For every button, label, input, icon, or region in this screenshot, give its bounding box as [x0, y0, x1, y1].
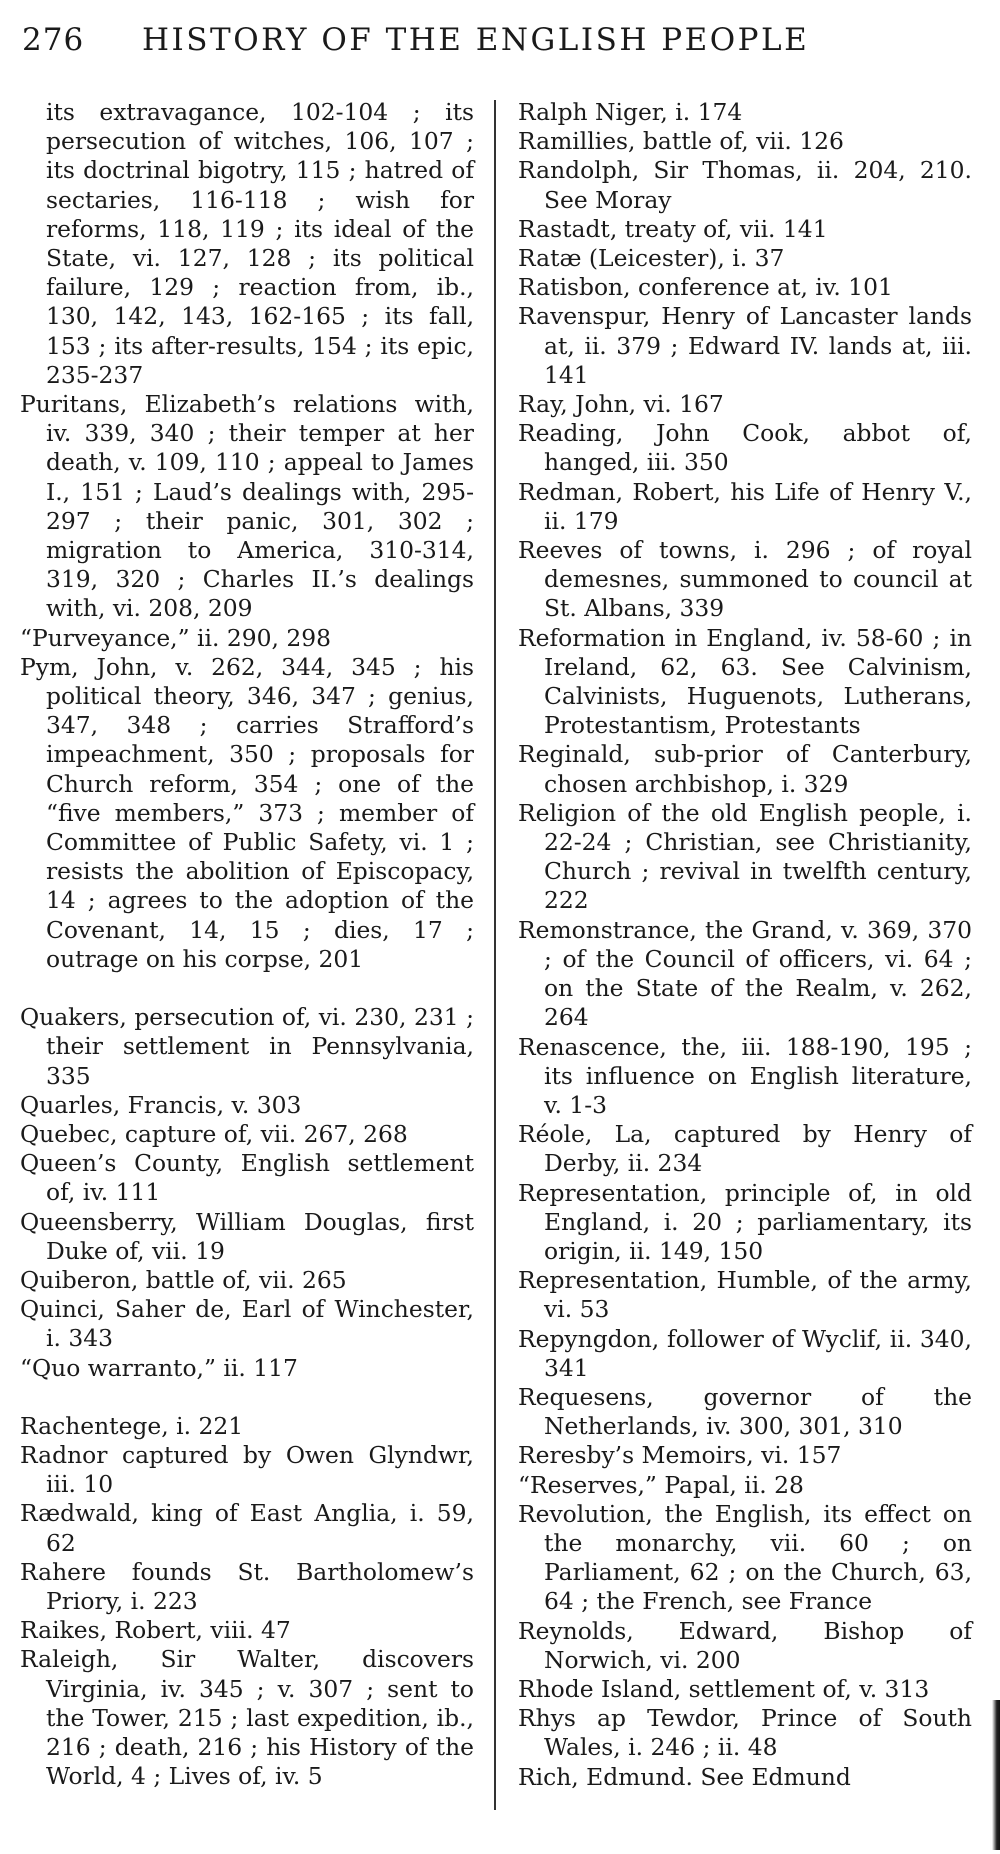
index-entry: Religion of the old English people, i. 22-24 ; Christian, see Christianity, Church ; revival in twelfth century, 222: [518, 798, 972, 915]
index-entry: Quakers, persecution of, vi. 230, 231 ; their settlement in Pennsylvania, 335: [20, 1003, 474, 1090]
index-entry: its extravagance, 102-104 ; its persecution of witches, 106, 107 ; its doctrinal bigotry, 115 ; hatred of sectaries, 116-118 ; wish for reforms, 118, 119 ; its ideal of the State, vi. 127, 128 ; its political failure, 129 ; reaction from, ib., 130, 142, 143, 162-165 ; its fall, 153 ; its after-results, 154 ; its epic, 235-237: [46, 98, 474, 389]
index-entry: Quinci, Saher de, Earl of Winchester, i. 343: [20, 1295, 474, 1353]
index-entry: Reginald, sub-prior of Canterbury, chosen archbishop, i. 329: [518, 740, 972, 798]
index-entry: Ratisbon, conference at, iv. 101: [518, 273, 893, 302]
index-entry: Rachentege, i. 221: [20, 1411, 244, 1440]
index-entry: Ravenspur, Henry of Lancaster lands at, ii. 379 ; Edward IV. lands at, iii. 141: [518, 302, 972, 389]
index-entry: Representation, principle of, in old England, i. 20 ; parliamentary, its origin, ii. 149, 150: [518, 1178, 972, 1265]
index-entry: Requesens, governor of the Netherlands, iv. 300, 301, 310: [518, 1382, 972, 1441]
index-entry: “Purveyance,” ii. 290, 298: [20, 623, 331, 652]
index-entry: Revolution, the English, its effect on the monarchy, vii. 60 ; on Parliament, 62 ; on the Church, 63, 64 ; the French, see France: [518, 1499, 972, 1616]
index-entry: Remonstrance, the Grand, v. 369, 370 ; of the Council of officers, vi. 64 ; on the State of the Realm, v. 262, 264: [518, 915, 972, 1032]
index-entry: Raleigh, Sir Walter, discovers Virginia, iv. 345 ; v. 307 ; sent to the Tower, 215 ; last expedition, ib., 216 ; death, 216 ; his History of the World, 4 ; Lives of, iv. 5: [20, 1645, 474, 1791]
index-entry: Ramillies, battle of, vii. 126: [518, 127, 844, 156]
index-entry: Puritans, Elizabeth’s relations with, iv. 339, 340 ; their temper at her death, v. 109, 110 ; appeal to James I., 151 ; Laud’s dealings with, 295-297 ; their panic, 301, 302 ; migration to America, 310-314, 319, 320 ; Charles II.’s dealings with, vi. 208, 209: [20, 390, 474, 623]
index-entry: Redman, Robert, his Life of Henry V., ii. 179: [518, 477, 972, 535]
right-index-column: [518, 98, 972, 1792]
index-entry: Ray, John, vi. 167: [518, 390, 724, 419]
index-entry: Rædwald, king of East Anglia, i. 59, 62: [20, 1499, 474, 1557]
index-entry: Rahere founds St. Bartholomew’s Priory, i. 223: [20, 1557, 474, 1615]
index-entry: Quebec, capture of, vii. 267, 268: [20, 1119, 408, 1148]
index-entry: Representation, Humble, of the army, vi. 53: [518, 1266, 972, 1324]
index-entry: Repyngdon, follower of Wyclif, ii. 340, 341: [518, 1324, 972, 1382]
column-divider: [494, 100, 496, 1810]
running-header: [22, 22, 962, 62]
index-entry: Reading, John Cook, abbot of, hanged, iii. 350: [518, 419, 972, 477]
index-entry: Reeves of towns, i. 296 ; of royal demesnes, summoned to council at St. Albans, 339: [518, 536, 972, 623]
left-index-column: [20, 98, 474, 1791]
index-entry: Pym, John, v. 262, 344, 345 ; his political theory, 346, 347 ; genius, 347, 348 ; carries Strafford’s impeachment, 350 ; proposals for Church reform, 354 ; one of the “five members,” 373 ; member of Committee of Public Safety, vi. 1 ; resists the abolition of Episcopacy, 14 ; agrees to the adoption of the Covenant, 14, 15 ; dies, 17 ; outrage on his corpse, 201: [20, 652, 474, 973]
page-edge-shadow: [992, 1700, 1000, 1850]
index-entry: Queen’s County, English settlement of, iv. 111: [20, 1149, 474, 1207]
index-entry: Rhode Island, settlement of, v. 313: [518, 1674, 930, 1703]
index-entry: Raikes, Robert, viii. 47: [20, 1616, 291, 1645]
index-entry: Radnor captured by Owen Glyndwr, iii. 10: [20, 1440, 474, 1499]
page-number: 276: [22, 22, 85, 58]
index-entry: Ratæ (Leicester), i. 37: [518, 244, 785, 273]
running-title: HISTORY OF THE ENGLISH PEOPLE: [142, 22, 810, 58]
index-entry: Reynolds, Edward, Bishop of Norwich, vi. 200: [518, 1616, 972, 1674]
index-entry: “Quo warranto,” ii. 117: [20, 1353, 298, 1382]
index-entry: Randolph, Sir Thomas, ii. 204, 210. See Moray: [518, 156, 972, 214]
index-entry: “Reserves,” Papal, ii. 28: [518, 1470, 804, 1499]
index-entry: Quarles, Francis, v. 303: [20, 1090, 302, 1119]
index-entry: Réole, La, captured by Henry of Derby, ii. 234: [518, 1120, 972, 1178]
index-entry: Queensberry, William Douglas, first Duke of, vii. 19: [20, 1207, 474, 1265]
index-entry: Quiberon, battle of, vii. 265: [20, 1265, 347, 1294]
index-entry: Reformation in England, iv. 58-60 ; in Ireland, 62, 63. See Calvinism, Calvinists, Huguenots, Lutherans, Protestantism, Protestants: [518, 623, 972, 740]
index-entry: Rich, Edmund. See Edmund: [518, 1762, 851, 1791]
index-entry: Renascence, the, iii. 188-190, 195 ; its influence on English literature, v. 1-3: [518, 1032, 972, 1119]
index-entry: Ralph Niger, i. 174: [518, 98, 743, 126]
index-entry: Rastadt, treaty of, vii. 141: [518, 214, 828, 243]
index-entry: Rhys ap Tewdor, Prince of South Wales, i. 246 ; ii. 48: [518, 1704, 972, 1762]
index-entry: Reresby’s Memoirs, vi. 157: [518, 1441, 842, 1470]
